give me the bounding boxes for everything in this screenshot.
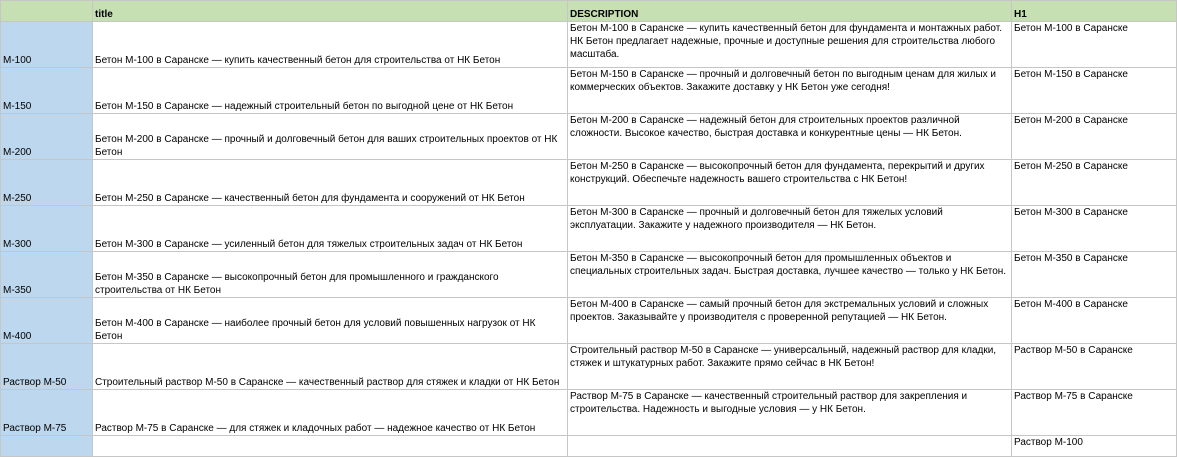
table-row [1, 160, 1177, 206]
row-title-cell[interactable]: Бетон М-300 в Саранске — усиленный бетон для тяжелых строительных задач от НК Бетон [93, 206, 568, 252]
row-key-cell[interactable]: М-100 [1, 22, 93, 68]
row-title-cell[interactable]: Раствор М-75 в Саранске — для стяжек и кладочных работ — надежное качество от НК Бетон [93, 390, 568, 436]
row-description-cell[interactable]: Бетон М-250 в Саранске — высокопрочный бетон для фундамента, перекрытий и других конструкций. Обеспечьте надежность вашего строительства с НК Бетон! [568, 160, 1012, 206]
row-key-cell[interactable]: М-400 [1, 298, 93, 344]
row-h1-cell[interactable]: Раствор М-75 в Саранске [1012, 390, 1177, 436]
row-title-cell[interactable] [93, 436, 568, 457]
row-key-cell[interactable] [1, 436, 93, 457]
row-title-cell[interactable]: Бетон М-250 в Саранске — качественный бетон для фундамента и сооружений от НК Бетон [93, 160, 568, 206]
table-row [1, 206, 1177, 252]
header-cell-h1[interactable]: H1 [1012, 1, 1177, 22]
row-key-cell[interactable]: М-300 [1, 206, 93, 252]
row-description-cell[interactable]: Бетон М-150 в Саранске — прочный и долговечный бетон по выгодным ценам для жилых и коммерческих объектов. Закажите доставку у НК Бетон уже сегодня! [568, 68, 1012, 114]
row-h1-cell[interactable]: Бетон М-150 в Саранске [1012, 68, 1177, 114]
row-title-cell[interactable]: Строительный раствор М-50 в Саранске — качественный раствор для стяжек и кладки от НК Бетон [93, 344, 568, 390]
row-h1-cell[interactable]: Раствор М-100 [1012, 436, 1177, 457]
row-key-cell[interactable]: М-200 [1, 114, 93, 160]
header-cell-a[interactable] [1, 1, 93, 22]
header-cell-description[interactable]: DESCRIPTION [568, 1, 1012, 22]
rows-body [1, 22, 1177, 457]
row-h1-cell[interactable]: Бетон М-200 в Саранске [1012, 114, 1177, 160]
row-description-cell[interactable]: Бетон М-100 в Саранске — купить качественный бетон для фундамента и монтажных работ. НК Бетон предлагает надежные, прочные и доступные решения для строительства любого масштаба. [568, 22, 1012, 68]
row-key-cell[interactable]: М-150 [1, 68, 93, 114]
row-h1-cell[interactable]: Бетон М-350 в Саранске [1012, 252, 1177, 298]
row-description-cell[interactable]: Бетон М-300 в Саранске — прочный и долговечный бетон для тяжелых условий эксплуатации. Закажите у надежного производителя — НК Бетон. [568, 206, 1012, 252]
row-key-cell[interactable]: М-250 [1, 160, 93, 206]
header-cell-title[interactable]: title [93, 1, 568, 22]
row-title-cell[interactable]: Бетон М-400 в Саранске — наиболее прочный бетон для условий повышенных нагрузок от НК Бетон [93, 298, 568, 344]
row-description-cell[interactable]: Бетон М-350 в Саранске — высокопрочный бетон для промышленных объектов и специальных строительных задач. Быстрая доставка, лучшее качество — только у НК Бетон. [568, 252, 1012, 298]
row-h1-cell[interactable]: Бетон М-300 в Саранске [1012, 206, 1177, 252]
row-key-cell[interactable]: Раствор М-75 [1, 390, 93, 436]
table-row-partial [1, 436, 1177, 457]
row-h1-cell[interactable]: Бетон М-400 в Саранске [1012, 298, 1177, 344]
row-key-cell[interactable]: Раствор М-50 [1, 344, 93, 390]
table-row [1, 390, 1177, 436]
row-h1-cell[interactable]: Бетон М-100 в Саранске [1012, 22, 1177, 68]
row-title-cell[interactable]: Бетон М-100 в Саранске — купить качественный бетон для строительства от НК Бетон [93, 22, 568, 68]
row-description-cell[interactable]: Бетон М-400 в Саранске — самый прочный бетон для экстремальных условий и сложных проектов. Заказывайте у производителя с проверенной репутацией — НК Бетон. [568, 298, 1012, 344]
table-row [1, 298, 1177, 344]
table-row [1, 68, 1177, 114]
row-title-cell[interactable]: Бетон М-200 в Саранске — прочный и долговечный бетон для ваших строительных проектов от НК Бетон [93, 114, 568, 160]
header-row [1, 1, 1177, 22]
row-h1-cell[interactable]: Бетон М-250 в Саранске [1012, 160, 1177, 206]
row-description-cell[interactable]: Раствор М-75 в Саранске — качественный строительный раствор для закрепления и строительства. Надежность и выгодные условия — у НК Бетон. [568, 390, 1012, 436]
row-description-cell[interactable]: Строительный раствор М-50 в Саранске — универсальный, надежный раствор для кладки, стяжек и штукатурных работ. Закажите прямо сейчас в НК Бетон! [568, 344, 1012, 390]
table-row [1, 252, 1177, 298]
row-title-cell[interactable]: Бетон М-150 в Саранске — надежный строительный бетон по выгодной цене от НК Бетон [93, 68, 568, 114]
row-key-cell[interactable]: М-350 [1, 252, 93, 298]
table-row [1, 344, 1177, 390]
row-description-cell[interactable] [568, 436, 1012, 457]
row-title-cell[interactable]: Бетон М-350 в Саранске — высокопрочный бетон для промышленного и гражданского строительства от НК Бетон [93, 252, 568, 298]
table-row [1, 22, 1177, 68]
table-row [1, 114, 1177, 160]
row-h1-cell[interactable]: Раствор М-50 в Саранске [1012, 344, 1177, 390]
row-description-cell[interactable]: Бетон М-200 в Саранске — надежный бетон для строительных проектов различной сложности. Высокое качество, быстрая доставка и конкурентные цены — НК Бетон. [568, 114, 1012, 160]
